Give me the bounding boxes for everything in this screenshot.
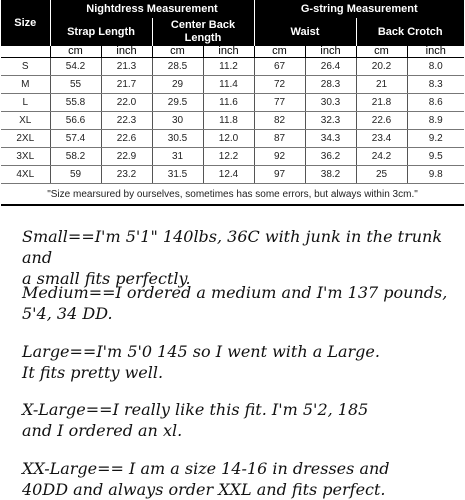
unit-header: inch bbox=[101, 46, 152, 58]
size-chart bbox=[0, 0, 465, 211]
review-line: X-Large==I really like this fit. I'm 5'2, 185 bbox=[22, 400, 369, 419]
back-crotch-header: Back Crotch bbox=[356, 18, 464, 46]
review-line: Medium==I ordered a medium and I'm 137 pounds, bbox=[22, 283, 448, 302]
table-cell: 58.2 bbox=[50, 148, 101, 166]
nightdress-group-header: Nightdress Measurement bbox=[50, 0, 254, 18]
size-label: S bbox=[1, 58, 50, 76]
table-cell: 55 bbox=[50, 76, 101, 94]
size-label: XL bbox=[1, 112, 50, 130]
table-cell: 36.2 bbox=[305, 148, 356, 166]
g-string-group-header: G-string Measurement bbox=[254, 0, 464, 18]
table-cell: 8.9 bbox=[407, 112, 464, 130]
review-xx-large bbox=[22, 458, 462, 500]
table-cell: 9.2 bbox=[407, 130, 464, 148]
unit-header: inch bbox=[203, 46, 254, 58]
size-chart-table bbox=[1, 0, 464, 206]
table-row bbox=[1, 112, 464, 130]
size-label: 3XL bbox=[1, 148, 50, 166]
size-label: L bbox=[1, 94, 50, 112]
table-cell: 25 bbox=[356, 166, 407, 184]
table-cell: 9.5 bbox=[407, 148, 464, 166]
review-line: Large==I'm 5'0 145 so I went with a Large. bbox=[22, 342, 380, 361]
review-line: Small==I'm 5'1" 140lbs, 36C with junk in the trunk and bbox=[22, 227, 443, 267]
table-cell: 21 bbox=[356, 76, 407, 94]
table-cell: 21.7 bbox=[101, 76, 152, 94]
table-cell: 28.5 bbox=[152, 58, 203, 76]
strap-length-header: Strap Length bbox=[50, 18, 152, 46]
table-cell: 24.2 bbox=[356, 148, 407, 166]
unit-header: cm bbox=[356, 46, 407, 58]
table-cell: 77 bbox=[254, 94, 305, 112]
review-line: and I ordered an xl. bbox=[22, 421, 183, 440]
review-line: XX-Large== I am a size 14-16 in dresses and bbox=[22, 459, 390, 478]
waist-header: Waist bbox=[254, 18, 356, 46]
table-cell: 34.3 bbox=[305, 130, 356, 148]
review-line: 5'4, 34 DD. bbox=[22, 304, 113, 323]
size-column-header: Size bbox=[1, 0, 50, 46]
table-cell: 11.4 bbox=[203, 76, 254, 94]
review-x-large bbox=[22, 399, 462, 441]
unit-header: cm bbox=[254, 46, 305, 58]
table-cell: 12.2 bbox=[203, 148, 254, 166]
table-cell: 22.9 bbox=[101, 148, 152, 166]
review-small bbox=[22, 226, 462, 289]
table-cell: 29 bbox=[152, 76, 203, 94]
table-cell: 87 bbox=[254, 130, 305, 148]
table-cell: 22.0 bbox=[101, 94, 152, 112]
review-medium bbox=[22, 282, 462, 324]
size-label: 4XL bbox=[1, 166, 50, 184]
table-row bbox=[1, 166, 464, 184]
table-cell: 57.4 bbox=[50, 130, 101, 148]
measurement-note: "Size mearsured by ourselves, sometimes has some errors, but always within 3cm." bbox=[1, 184, 464, 206]
table-row bbox=[1, 76, 464, 94]
table-cell: 31 bbox=[152, 148, 203, 166]
table-cell: 21.3 bbox=[101, 58, 152, 76]
review-line: It fits pretty well. bbox=[22, 363, 164, 382]
table-cell: 32.3 bbox=[305, 112, 356, 130]
table-cell: 31.5 bbox=[152, 166, 203, 184]
unit-header: inch bbox=[305, 46, 356, 58]
table-cell: 11.6 bbox=[203, 94, 254, 112]
table-note-row bbox=[1, 184, 464, 206]
review-line: 40DD and always order XXL and fits perfect. bbox=[22, 480, 386, 499]
table-cell: 30.5 bbox=[152, 130, 203, 148]
table-cell: 12.0 bbox=[203, 130, 254, 148]
table-cell: 29.5 bbox=[152, 94, 203, 112]
table-cell: 8.0 bbox=[407, 58, 464, 76]
table-cell: 59 bbox=[50, 166, 101, 184]
table-cell: 22.3 bbox=[101, 112, 152, 130]
table-row bbox=[1, 148, 464, 166]
table-cell: 92 bbox=[254, 148, 305, 166]
table-row bbox=[1, 58, 464, 76]
table-cell: 12.4 bbox=[203, 166, 254, 184]
table-cell: 30 bbox=[152, 112, 203, 130]
table-cell: 55.8 bbox=[50, 94, 101, 112]
unit-header: cm bbox=[50, 46, 101, 58]
review-line: a small fits perfectly. bbox=[22, 269, 191, 288]
center-back-length-header: Center Back Length bbox=[152, 18, 254, 46]
table-cell: 23.2 bbox=[101, 166, 152, 184]
table-cell: 11.8 bbox=[203, 112, 254, 130]
table-cell: 97 bbox=[254, 166, 305, 184]
table-cell: 11.2 bbox=[203, 58, 254, 76]
table-cell: 67 bbox=[254, 58, 305, 76]
table-cell: 22.6 bbox=[101, 130, 152, 148]
unit-header: cm bbox=[152, 46, 203, 58]
table-cell: 56.6 bbox=[50, 112, 101, 130]
table-cell: 20.2 bbox=[356, 58, 407, 76]
table-cell: 38.2 bbox=[305, 166, 356, 184]
size-label: M bbox=[1, 76, 50, 94]
table-cell: 28.3 bbox=[305, 76, 356, 94]
review-large bbox=[22, 341, 462, 383]
table-cell: 22.6 bbox=[356, 112, 407, 130]
size-label: 2XL bbox=[1, 130, 50, 148]
table-cell: 9.8 bbox=[407, 166, 464, 184]
unit-header: inch bbox=[407, 46, 464, 58]
table-row bbox=[1, 130, 464, 148]
table-cell: 23.4 bbox=[356, 130, 407, 148]
table-cell: 72 bbox=[254, 76, 305, 94]
table-cell: 26.4 bbox=[305, 58, 356, 76]
table-cell: 8.3 bbox=[407, 76, 464, 94]
table-cell: 30.3 bbox=[305, 94, 356, 112]
table-row bbox=[1, 94, 464, 112]
unit-size-blank bbox=[1, 46, 50, 58]
table-cell: 8.6 bbox=[407, 94, 464, 112]
table-cell: 54.2 bbox=[50, 58, 101, 76]
table-cell: 82 bbox=[254, 112, 305, 130]
table-cell: 21.8 bbox=[356, 94, 407, 112]
